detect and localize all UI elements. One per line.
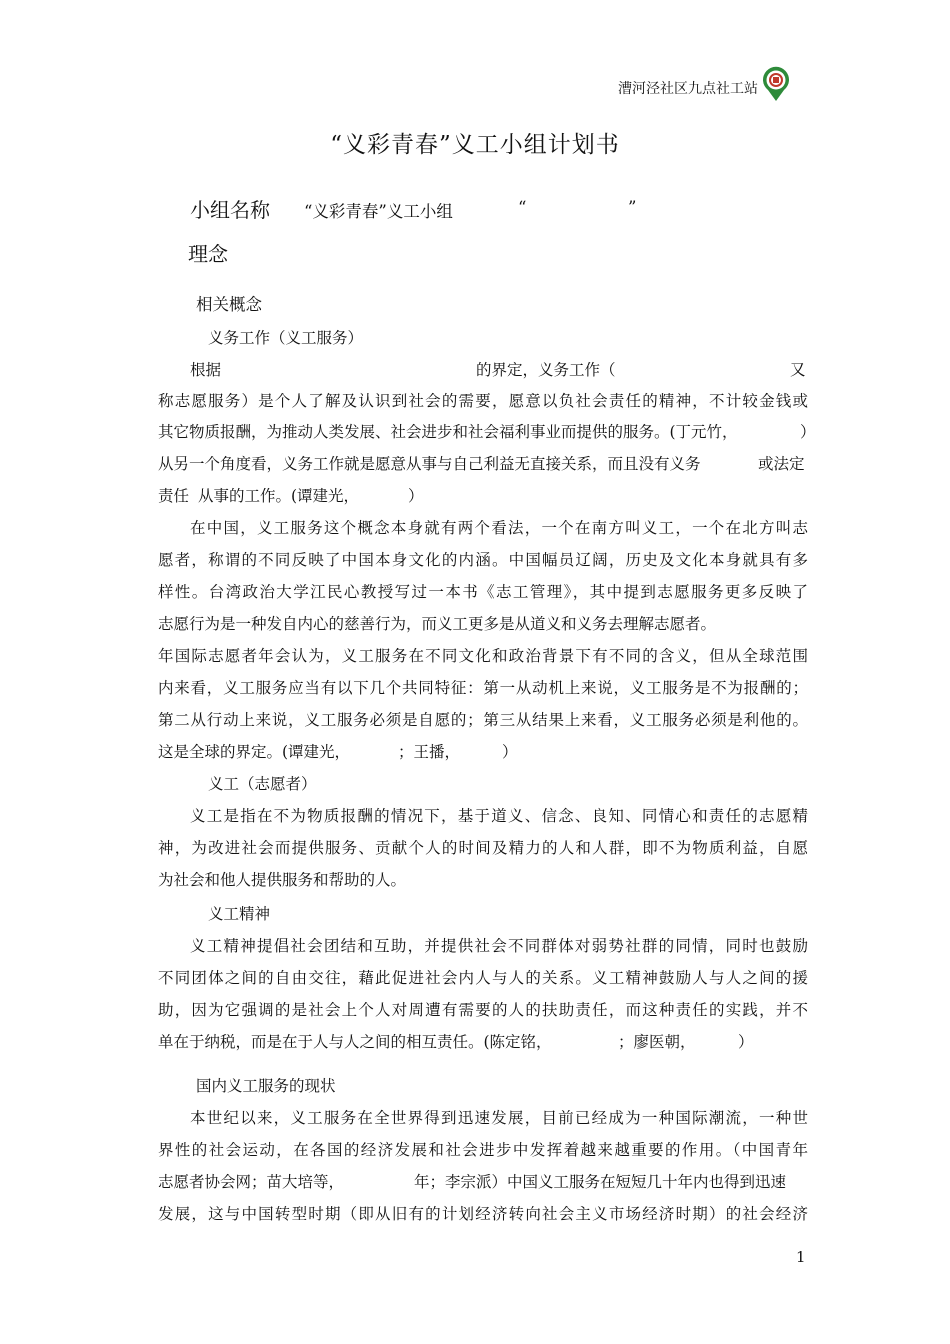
paragraph-line: 年；李宗派）中国义工服务在短短几十年内也得到迅速: [414, 1173, 787, 1191]
paragraph-line: 单在于纳税，而是在于人与人之间的相互责任。(陈定铭，: [158, 1033, 552, 1051]
paragraph-line: 这是全球的界定。(谭建光，: [158, 743, 351, 761]
document-title: “义彩青春”义工小组计划书: [330, 132, 620, 158]
paragraph-line: 志愿者协会网；苗大培等，: [158, 1173, 345, 1191]
paragraph-line: 或法定: [758, 455, 805, 473]
paragraph-line: 本世纪以来，义工服务在全世界得到迅速发展，目前已经成为一种国际潮流，一种世: [190, 1109, 808, 1127]
paragraph-line: ）: [408, 487, 424, 505]
paragraph-line: 界性的社会运动，在各国的经济发展和社会进步中发挥着越来越重要的作用。（中国青年: [158, 1141, 808, 1159]
paragraph-line: 第二从行动上来说，义工服务必须是自愿的；第三从结果上来看，义工服务必须是利他的。: [158, 711, 808, 729]
paragraph-line: 发展，这与中国转型时期（即从旧有的计划经济转向社会主义市场经济时期）的社会经济: [158, 1205, 808, 1223]
paragraph-line: ；廖医朝，: [618, 1033, 696, 1051]
paragraph-line: 在中国，义工服务这个概念本身就有两个看法，一个在南方叫义工，一个在北方叫志: [190, 519, 808, 537]
group-name-open-quote: “: [518, 198, 527, 217]
paragraph-line: ；王播，: [398, 743, 461, 761]
subheading-volunteer-spirit: 义工精神: [208, 905, 271, 923]
paragraph-line: 其它物质报酬，为推动人类发展、社会进步和社会福利事业而提供的服务。(丁元竹，: [158, 423, 738, 441]
paragraph-line: 为社会和他人提供服务和帮助的人。: [158, 871, 407, 889]
paragraph-line: 内来看，义工服务应当有以下几个共同特征：第一从动机上来说，义工服务是不为报酬的；: [158, 679, 808, 697]
paragraph-line: 义工是指在不为物质报酬的情况下，基于道义、信念、良知、同情心和责任的志愿精: [190, 807, 808, 825]
section-heading-related-concepts: 相关概念: [196, 295, 262, 314]
paragraph-line: 从另一个角度看，义务工作就是愿意从事与自己利益无直接关系，而且没有义务: [158, 455, 701, 473]
paragraph-line: 不同团体之间的自由交往，藉此促进社会内人与人的关系。义工精神鼓励人与人之间的援: [158, 969, 808, 987]
paragraph-line: 愿者，称谓的不同反映了中国本身文化的内涵。中国幅员辽阔，历史及文化本身就具有多: [158, 551, 808, 569]
paragraph-line: 义工精神提倡社会团结和互助，并提供社会不同群体对弱势社群的同情，同时也鼓励: [190, 937, 808, 955]
paragraph-line: ）: [800, 423, 816, 441]
paragraph-line: ）: [738, 1033, 754, 1051]
paragraph-line: 样性。台湾政治大学江民心教授写过一本书《志工管理》，其中提到志愿服务更多反映了: [158, 583, 808, 601]
section-heading-domestic-status: 国内义工服务的现状: [196, 1077, 336, 1095]
subheading-voluntary-work: 义务工作（义工服务）: [208, 329, 364, 347]
paragraph-line: 助，因为它强调的是社会上个人对周遭有需要的人的扶助责任，而这种责任的实践，并不: [158, 1001, 808, 1019]
page-number: 1: [796, 1248, 806, 1266]
paragraph-line: 称志愿服务）是个人了解及认识到社会的需要，愿意以负社会责任的精神，不计较金钱或: [158, 392, 808, 410]
header-org-name: 漕河泾社区九点社工站: [618, 81, 758, 97]
paragraph-line: 从事的工作。(谭建光，: [198, 487, 360, 505]
paragraph-line: 神，为改进社会而提供服务、贡献个人的时间及精力的人和人群，即不为物质利益，自愿: [158, 839, 808, 857]
org-logo-icon: [760, 66, 792, 102]
subheading-volunteer: 义工（志愿者）: [208, 775, 317, 793]
group-name-value: “义彩青春”义工小组: [304, 202, 453, 221]
paragraph-line: 的界定，义务工作（: [476, 361, 616, 379]
paragraph-line: ）: [502, 743, 518, 761]
concept-label: 理念: [188, 242, 228, 266]
paragraph-line: 志愿行为是一种发自内心的慈善行为，而义工更多是从道义和义务去理解志愿者。: [158, 615, 717, 633]
group-name-close-quote: ”: [628, 198, 637, 217]
paragraph-line: 又: [790, 361, 806, 379]
paragraph-line: 年国际志愿者年会认为，义工服务在不同文化和政治背景下有不同的含义，但从全球范围: [158, 647, 808, 665]
paragraph-line: 责任: [158, 487, 190, 505]
group-name-label: 小组名称: [190, 198, 270, 222]
paragraph-line: 根据: [190, 361, 222, 379]
